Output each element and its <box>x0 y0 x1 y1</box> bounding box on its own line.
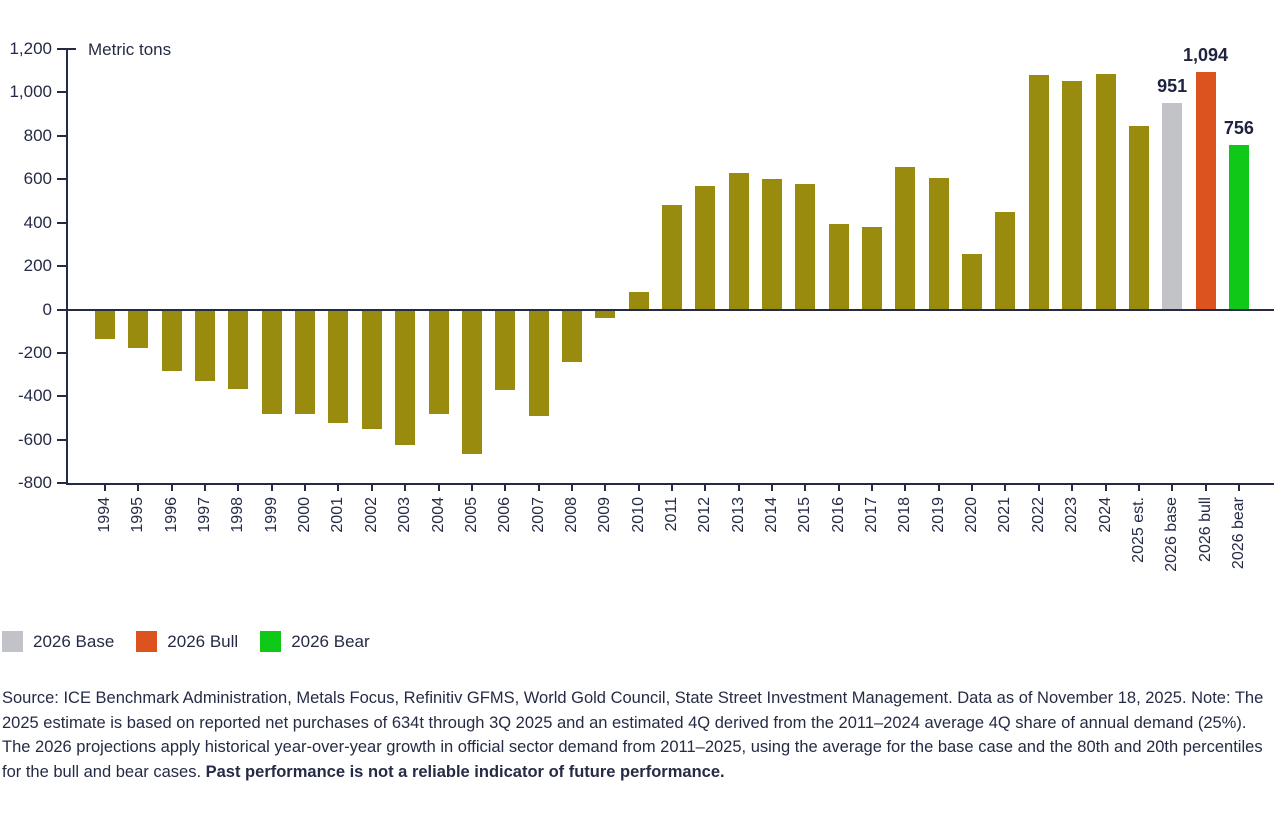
x-tick-2015 <box>804 485 806 491</box>
bar-1995 <box>128 311 148 349</box>
x-tick-label-2024: 2024 <box>1096 497 1114 533</box>
bar-2021 <box>995 212 1015 310</box>
x-tick-1998 <box>237 485 239 491</box>
x-tick-label-2009: 2009 <box>596 497 614 533</box>
bar-2025-est- <box>1129 126 1149 309</box>
bar-2004 <box>429 311 449 415</box>
x-tick-2021 <box>1004 485 1006 491</box>
x-tick-label-2026-base: 2026 base <box>1163 497 1181 572</box>
bar-2001 <box>328 311 348 424</box>
y-tick-label-1,000: 1,000 <box>9 82 52 102</box>
x-tick-2022 <box>1038 485 1040 491</box>
footnote <box>2 686 1276 784</box>
x-tick-label-2025-est-: 2025 est. <box>1129 497 1147 563</box>
x-tick-1999 <box>271 485 273 491</box>
x-tick-label-2013: 2013 <box>729 497 747 533</box>
y-tick-label--200: -200 <box>17 342 52 362</box>
bar-1994 <box>95 311 115 339</box>
legend-swatch-icon <box>260 631 281 652</box>
x-tick-label-1999: 1999 <box>262 497 280 533</box>
bar-2015 <box>795 184 815 310</box>
bar-2022 <box>1029 75 1049 310</box>
bar-2013 <box>729 173 749 310</box>
x-tick-1996 <box>171 485 173 491</box>
bar-2017 <box>862 227 882 309</box>
bar-1996 <box>162 311 182 372</box>
x-tick-label-2016: 2016 <box>829 497 847 533</box>
bar-2018 <box>895 167 915 309</box>
x-tick-2014 <box>771 485 773 491</box>
x-tick-1994 <box>104 485 106 491</box>
x-tick-2026-bear <box>1238 485 1240 491</box>
x-tick-2003 <box>404 485 406 491</box>
x-tick-2008 <box>571 485 573 491</box>
y-tick-label-200: 200 <box>23 256 52 276</box>
bar-1997 <box>195 311 215 382</box>
x-tick-label-2014: 2014 <box>763 497 780 533</box>
y-tick--200 <box>57 352 67 354</box>
x-tick-2007 <box>538 485 540 491</box>
x-tick-2013 <box>738 485 740 491</box>
y-tick-label-600: 600 <box>23 169 52 189</box>
x-tick-label-2022: 2022 <box>1029 497 1047 533</box>
x-tick-label-2017: 2017 <box>863 497 881 533</box>
x-tick-label-1997: 1997 <box>196 497 214 533</box>
y-tick-1,200 <box>57 48 76 50</box>
y-tick-600 <box>57 178 67 180</box>
bar-2010 <box>629 292 649 309</box>
y-tick-label--800: -800 <box>17 473 52 493</box>
x-tick-label-2021: 2021 <box>996 497 1014 533</box>
x-tick-label-2023: 2023 <box>1063 497 1081 533</box>
x-tick-label-1995: 1995 <box>129 497 147 533</box>
x-tick-2024 <box>1105 485 1107 491</box>
x-tick-label-2003: 2003 <box>396 497 414 533</box>
bar-value-label-2026-bull: 1,094 <box>1183 44 1229 65</box>
bar-value-label-2026-base: 951 <box>1157 76 1188 97</box>
x-tick-label-1996: 1996 <box>162 497 180 533</box>
x-tick-2017 <box>871 485 873 491</box>
legend-item-2026-base <box>2 631 114 652</box>
bar-2016 <box>829 224 849 310</box>
y-tick--400 <box>57 395 67 397</box>
x-tick-2001 <box>337 485 339 491</box>
x-tick-2016 <box>838 485 840 491</box>
bar-2005 <box>462 311 482 455</box>
x-tick-label-2011: 2011 <box>662 497 680 532</box>
bar-2006 <box>495 311 515 390</box>
legend-item-2026-bull <box>136 631 238 652</box>
x-tick-2010 <box>638 485 640 491</box>
bar-2020 <box>962 254 982 309</box>
x-tick-label-2005: 2005 <box>462 497 480 533</box>
x-tick-2026-bull <box>1205 485 1207 491</box>
x-tick-label-2019: 2019 <box>929 497 947 533</box>
y-tick-label-800: 800 <box>23 125 52 145</box>
x-tick-2009 <box>604 485 606 491</box>
bar-2026-bull <box>1196 72 1216 310</box>
bar-2019 <box>929 178 949 309</box>
x-tick-1997 <box>204 485 206 491</box>
bar-2012 <box>695 186 715 310</box>
x-tick-label-2010: 2010 <box>629 497 647 533</box>
y-tick-label-1,200: 1,200 <box>9 38 52 58</box>
bar-1999 <box>262 311 282 415</box>
x-tick-2002 <box>371 485 373 491</box>
x-tick-2006 <box>504 485 506 491</box>
y-tick-label-0: 0 <box>42 299 52 319</box>
y-tick--600 <box>57 439 67 441</box>
x-tick-2023 <box>1071 485 1073 491</box>
x-tick-label-2001: 2001 <box>329 497 347 533</box>
x-tick-label-2018: 2018 <box>896 497 914 533</box>
x-tick-2018 <box>904 485 906 491</box>
x-tick-2020 <box>971 485 973 491</box>
y-tick-0 <box>57 309 67 311</box>
x-tick-2005 <box>471 485 473 491</box>
y-tick-200 <box>57 265 67 267</box>
y-axis-title: Metric tons <box>88 40 172 59</box>
bar-2026-base <box>1162 103 1182 309</box>
y-tick--800 <box>57 482 67 484</box>
bar-2007 <box>529 311 549 416</box>
x-tick-label-2026-bull: 2026 bull <box>1196 497 1214 562</box>
x-tick-2026-base <box>1171 485 1173 491</box>
x-tick-label-2007: 2007 <box>529 497 547 533</box>
x-tick-label-2015: 2015 <box>796 497 814 533</box>
x-tick-label-2004: 2004 <box>429 497 447 533</box>
x-tick-label-2002: 2002 <box>362 497 380 533</box>
bar-2011 <box>662 205 682 309</box>
footnote-disclaimer: Past performance is not a reliable indicator of future performance. <box>205 762 725 781</box>
bar-2023 <box>1062 81 1082 309</box>
y-tick-label--400: -400 <box>17 386 52 406</box>
bar-2024 <box>1096 74 1116 310</box>
x-tick-label-2008: 2008 <box>562 497 580 533</box>
legend-label: 2026 Bull <box>167 631 239 651</box>
x-tick-label-2012: 2012 <box>696 497 714 533</box>
x-tick-2004 <box>438 485 440 491</box>
bar-2000 <box>295 311 315 415</box>
x-tick-2000 <box>304 485 306 491</box>
x-tick-label-2000: 2000 <box>296 497 314 533</box>
bar-2003 <box>395 311 415 446</box>
x-tick-label-1994: 1994 <box>96 497 113 533</box>
bar-value-label-2026-bear: 756 <box>1223 118 1254 139</box>
x-tick-label-2020: 2020 <box>963 497 981 533</box>
bar-2009 <box>595 311 615 318</box>
legend-label: 2026 Bear <box>291 631 370 651</box>
bar-2026-bear <box>1229 145 1249 309</box>
bar-2008 <box>562 311 582 362</box>
legend-swatch-icon <box>2 631 23 652</box>
x-tick-2019 <box>938 485 940 491</box>
y-tick-800 <box>57 135 67 137</box>
x-tick-label-1998: 1998 <box>229 497 247 533</box>
legend-swatch-icon <box>136 631 157 652</box>
bar-2014 <box>762 179 782 309</box>
y-tick-1,000 <box>57 91 67 93</box>
x-tick-label-2006: 2006 <box>496 497 514 533</box>
y-tick-label-400: 400 <box>23 212 52 232</box>
x-tick-label-2026-bear: 2026 bear <box>1229 497 1247 570</box>
legend <box>2 631 370 652</box>
legend-label: 2026 Base <box>33 631 115 651</box>
footnote-source-text: Source: ICE Benchmark Administration, Metals Focus, Refinitiv GFMS, World Gold Council, State Street Investment Management. Data as of November 18, 2025. Note: The 2025 estimate is based on reported net purchases of 634t through 3Q 2025 and an estimated 4Q derived from the 2011–2024 average 4Q share of annual demand (25%). The 2026 projections apply historical year-over-year growth in official sector demand from 2011–2025, using the average for the base case and the 80th and 20th percentiles for the bull and bear cases. <box>2 689 1264 781</box>
x-tick-2011 <box>671 485 673 491</box>
y-tick-label--600: -600 <box>17 429 52 449</box>
bar-2002 <box>362 311 382 430</box>
legend-item-2026-bear <box>260 631 369 652</box>
y-tick-400 <box>57 222 67 224</box>
bar-1998 <box>228 311 248 390</box>
x-tick-1995 <box>137 485 139 491</box>
x-tick-2012 <box>704 485 706 491</box>
x-tick-2025-est- <box>1138 485 1140 491</box>
